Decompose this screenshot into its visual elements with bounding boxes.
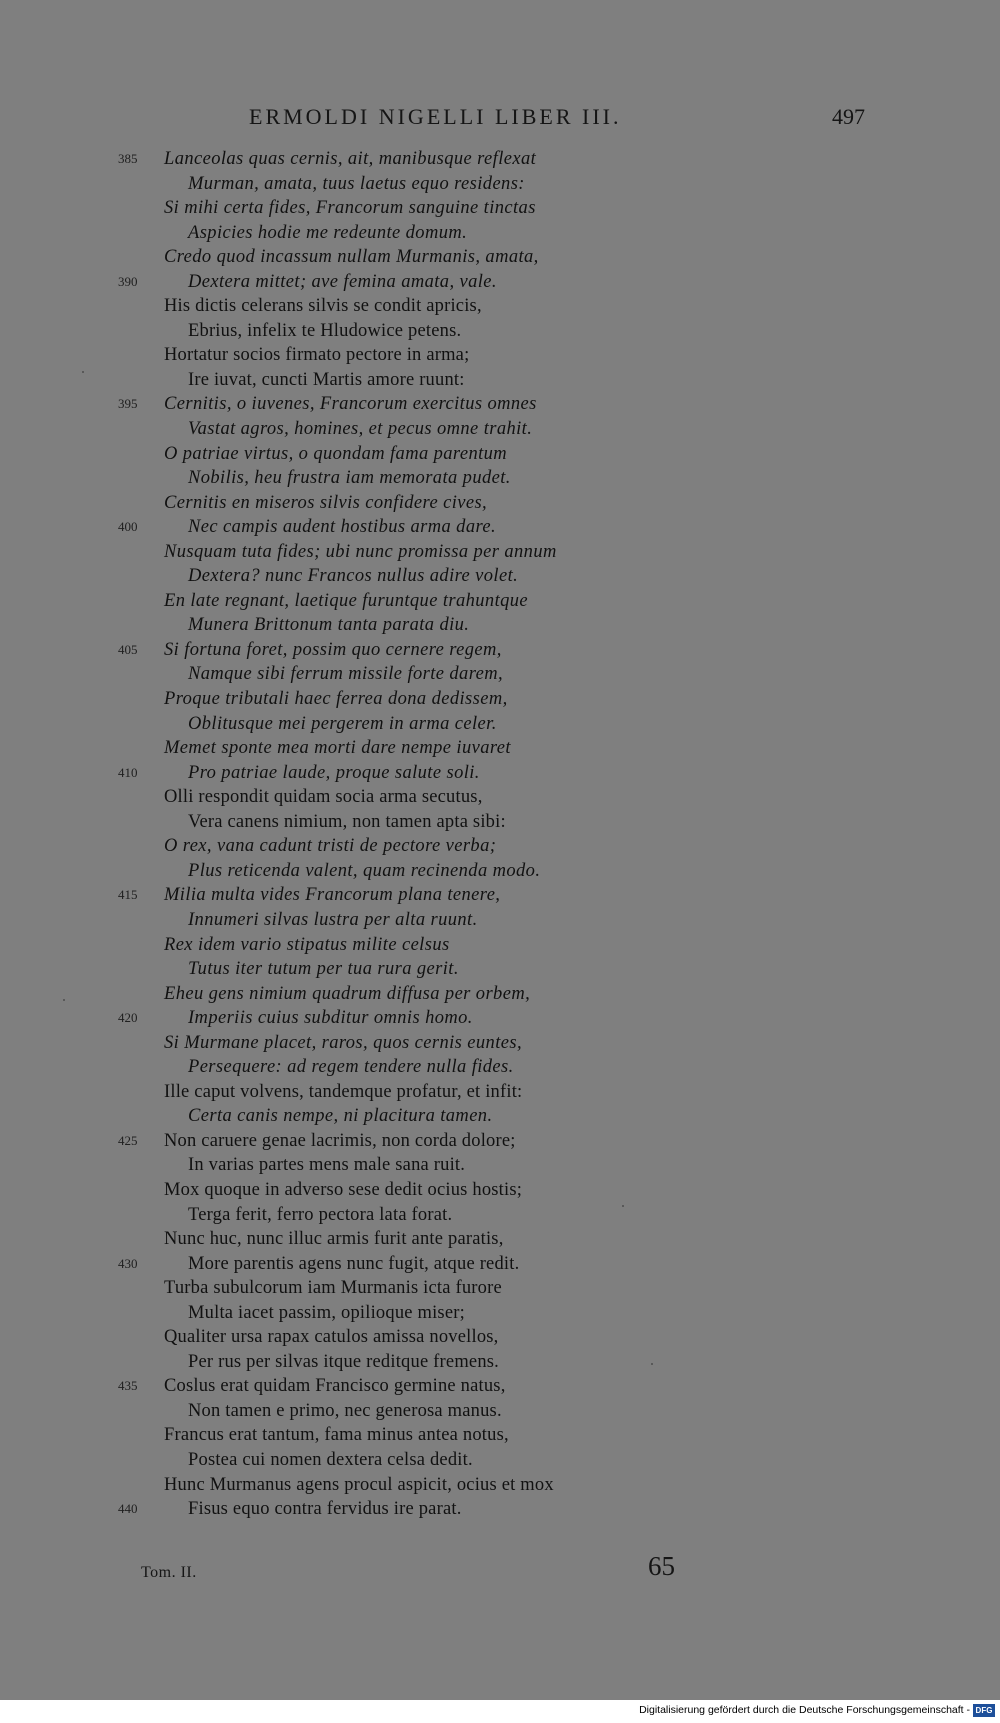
verse-line [0,1080,1000,1105]
verse-line [0,1350,1000,1375]
verse-text: Certa canis nempe, ni placitura tamen. [188,1106,493,1127]
verse-line [0,761,1000,786]
verse-text: O patriae virtus, o quondam fama parentum [164,443,508,464]
verse-text: Ille caput volvens, tandemque profatur, et infit: [164,1081,523,1102]
verse-line [0,1276,1000,1301]
verse-line [0,319,1000,344]
verse-line [0,1325,1000,1350]
verse-text: Per rus per silvas itque reditque fremens. [188,1351,499,1372]
line-number: 400 [118,519,138,535]
verse-text: Memet sponte mea morti dare nempe iuvaret [164,738,511,759]
verse-text: Non caruere genae lacrimis, non corda dolore; [164,1130,516,1151]
page-number: 497 [832,104,865,129]
verse-line [0,908,1000,933]
verse-text: Innumeri silvas lustra per alta ruunt. [188,909,478,930]
scan-speck [63,999,65,1001]
verse-text: Turba subulcorum iam Murmanis icta furore [164,1278,502,1299]
verse-text: Francus erat tantum, fama minus antea notus, [164,1425,509,1446]
verse-text: Si fortuna foret, possim quo cernere regem, [164,639,502,660]
verse-line [0,1399,1000,1424]
verse-text: Cernitis en miseros silvis confidere cives, [164,492,488,513]
verse-line [0,1301,1000,1326]
verse-text: His dictis celerans silvis se condit apricis, [164,296,482,317]
verse-line [0,1178,1000,1203]
running-title: ERMOLDI NIGELLI LIBER III. [249,104,622,129]
verse-line [0,172,1000,197]
verse-text: Eheu gens nimium quadrum diffusa per orbem, [164,983,531,1004]
line-number: 440 [118,1501,138,1517]
verse-text: Lanceolas quas cernis, ait, manibusque reflexat [164,149,537,169]
verse-line [0,1374,1000,1399]
verse-line [0,417,1000,442]
verse-text: Hunc Murmanus agens procul aspicit, ocius et mox [164,1474,554,1495]
verse-text: En late regnant, laetique furuntque trahuntque [164,590,529,611]
verse-line [0,1203,1000,1228]
funding-bar [0,1700,1000,1723]
verse-line [0,1129,1000,1154]
verse-text: Ebrius, infelix te Hludowice petens. [188,320,462,341]
verse-line [0,1031,1000,1056]
verse-line [0,1006,1000,1031]
verse-text: Nec campis audent hostibus arma dare. [188,517,497,538]
verse-line [0,1227,1000,1252]
verse-line [0,1153,1000,1178]
verse-line [0,270,1000,295]
verse-line [0,933,1000,958]
line-number: 410 [118,764,138,780]
verse-line [0,564,1000,589]
line-number: 435 [118,1378,138,1394]
funding-notice: Digitalisierung gefördert durch die Deutsche Forschungsgemeinschaft - [639,1704,970,1716]
verse-line [0,368,1000,393]
verse-line [0,392,1000,417]
poem-text [0,147,1000,1522]
verse-line [0,638,1000,663]
verse-line [0,982,1000,1007]
verse-line [0,589,1000,614]
verse-line [0,466,1000,491]
verse-line [0,221,1000,246]
verse-line [0,883,1000,908]
verse-line [0,343,1000,368]
tome-label: Tom. II. [141,1564,197,1581]
verse-line [0,294,1000,319]
verse-text: In varias partes mens male sana ruit. [188,1155,466,1176]
verse-text: Qualiter ursa rapax catulos amissa novellos, [164,1327,499,1348]
verse-line [0,957,1000,982]
line-number: 390 [118,273,138,289]
verse-line [0,1055,1000,1080]
verse-text: Si Murmane placet, raros, quos cernis euntes, [164,1032,522,1053]
scan-speck [82,371,84,373]
verse-line [0,1448,1000,1473]
verse-line [0,1423,1000,1448]
verse-line [0,1473,1000,1498]
verse-text: Namque sibi ferrum missile forte darem, [188,664,504,685]
verse-text: Rex idem vario stipatus milite celsus [164,934,450,955]
verse-text: Milia multa vides Francorum plana tenere, [164,885,501,906]
verse-line [0,712,1000,737]
verse-text: Proque tributali haec ferrea dona dedissem, [164,689,508,710]
line-number: 425 [118,1132,138,1148]
line-number: 385 [118,151,138,166]
line-number: 395 [118,396,138,412]
verse-text: Hortatur socios firmato pectore in arma; [164,345,470,366]
verse-line [0,810,1000,835]
verse-line [0,245,1000,270]
verse-text: Multa iacet passim, opilioque miser; [188,1302,465,1323]
verse-text: Munera Brittonum tanta parata diu. [188,615,470,636]
verse-line [0,147,1000,172]
signature-mark: 65 [648,1551,675,1581]
verse-text: Tutus iter tutum per tua rura gerit. [188,959,459,980]
verse-text: Si mihi certa fides, Francorum sanguine tinctas [164,198,536,219]
verse-text: Non tamen e primo, nec generosa manus. [188,1400,502,1421]
verse-text: Postea cui nomen dextera celsa dedit. [188,1449,473,1470]
verse-text: Dextera mittet; ave femina amata, vale. [188,271,497,292]
verse-line [0,613,1000,638]
verse-line [0,1497,1000,1522]
line-number: 430 [118,1255,138,1271]
verse-line [0,834,1000,859]
verse-text: Coslus erat quidam Francisco germine natus, [164,1376,506,1397]
verse-text: Aspicies hodie me redeunte domum. [188,222,468,243]
verse-text: Fisus equo contra fervidus ire parat. [188,1499,462,1520]
verse-text: Ire iuvat, cuncti Martis amore ruunt: [188,369,465,390]
verse-text: Vastat agros, homines, et pecus omne trahit. [188,419,533,440]
verse-line [0,442,1000,467]
verse-text: More parentis agens nunc fugit, atque redit. [188,1253,520,1274]
dfg-logo-icon: DFG [973,1704,995,1717]
verse-line [0,515,1000,540]
verse-text: Olli respondit quidam socia arma secutus, [164,787,483,808]
verse-text: Credo quod incassum nullam Murmanis, amata, [164,247,539,268]
running-header [0,104,1000,136]
verse-line [0,1252,1000,1277]
verse-line [0,540,1000,565]
verse-line [0,662,1000,687]
verse-line [0,687,1000,712]
verse-line [0,491,1000,516]
verse-text: O rex, vana cadunt tristi de pectore verba; [164,836,497,857]
line-number: 415 [118,887,138,903]
verse-line [0,736,1000,761]
verse-text: Terga ferit, ferro pectora lata forat. [188,1204,453,1225]
verse-text: Nunc huc, nunc illuc armis furit ante paratis, [164,1229,504,1250]
verse-text: Pro patriae laude, proque salute soli. [188,762,480,783]
verse-line [0,785,1000,810]
verse-line [0,196,1000,221]
scan-speck [651,1363,653,1365]
verse-text: Imperiis cuius subditur omnis homo. [188,1008,473,1029]
verse-text: Cernitis, o iuvenes, Francorum exercitus omnes [164,394,537,415]
verse-text: Plus reticenda valent, quam recinenda modo. [188,860,541,881]
verse-text: Persequere: ad regem tendere nulla fides. [188,1057,514,1078]
verse-text: Nusquam tuta fides; ubi nunc promissa per annum [164,541,557,562]
verse-text: Nobilis, heu frustra iam memorata pudet. [188,468,511,489]
scan-speck [622,1205,624,1207]
verse-text: Vera canens nimium, non tamen apta sibi: [188,811,506,832]
verse-text: Murman, amata, tuus laetus equo residens: [188,173,525,194]
verse-line [0,859,1000,884]
verse-text: Mox quoque in adverso sese dedit ocius hostis; [164,1179,523,1200]
verse-line [0,1104,1000,1129]
verse-text: Oblitusque mei pergerem in arma celer. [188,713,497,734]
line-number: 405 [118,641,138,657]
line-number: 420 [118,1010,138,1026]
verse-text: Dextera? nunc Francos nullus adire volet. [188,566,519,587]
